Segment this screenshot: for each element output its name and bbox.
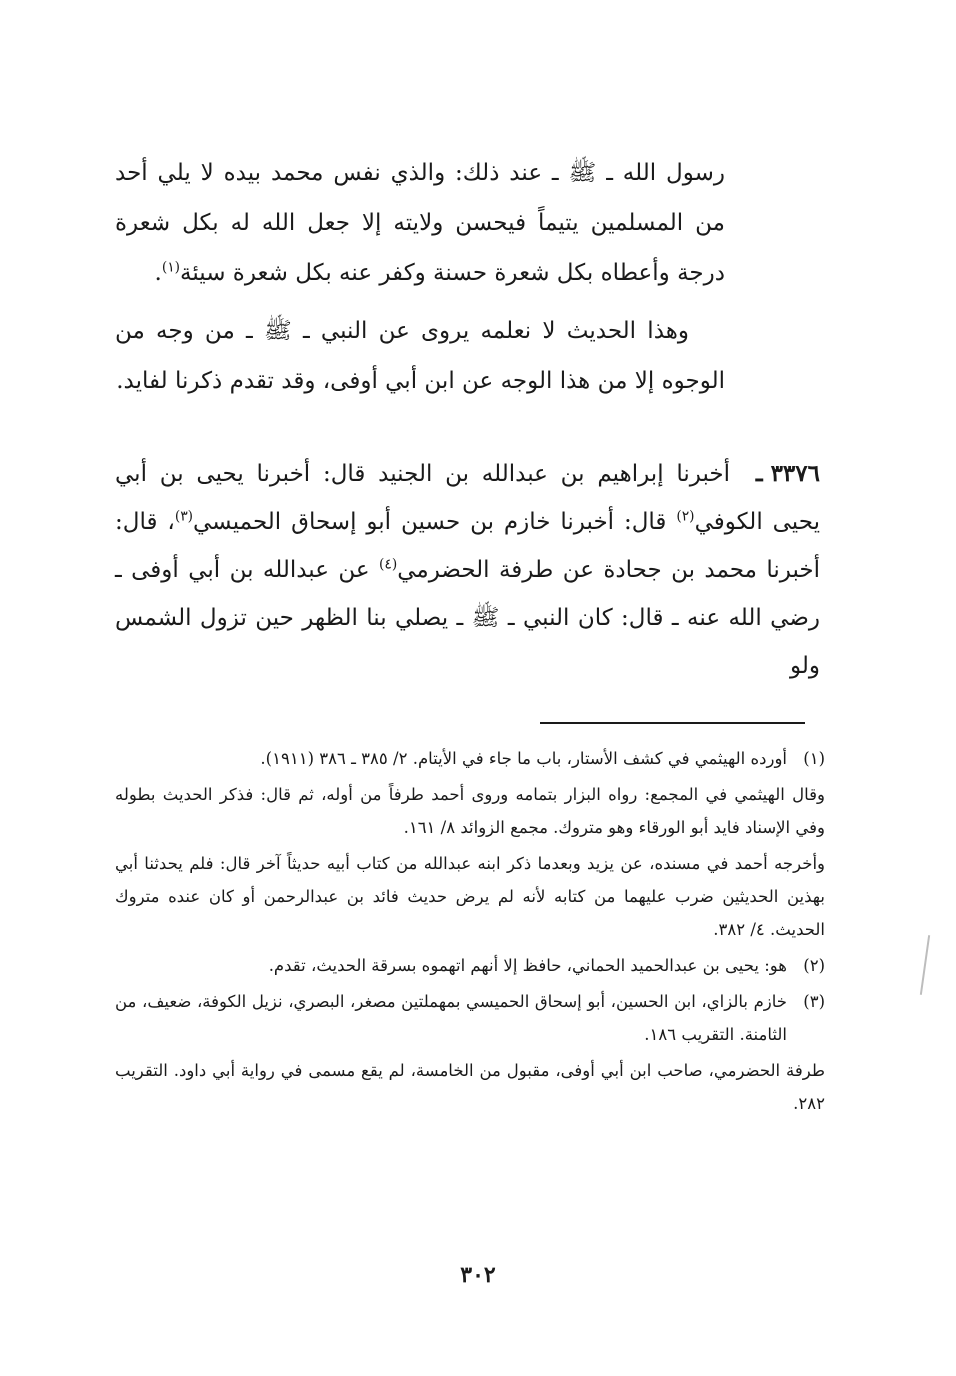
paragraph-1-text: رسول الله ـ ﷺ ـ عند ذلك: والذي نفس محمد بيده لا يلي أحد من المسلمين يتيماً فيحسن ولايته إلا جعل الله له بكل شعرة درجة وأعطاه بكل شعرة حسنة وكفر عنه بكل شعرة سيئة (115, 160, 725, 286)
footnote-1-number: (١) (803, 749, 825, 768)
footnote-ref-3[interactable]: (٣) (174, 508, 194, 525)
margin-mark (920, 935, 930, 995)
footnote-2 (115, 949, 825, 982)
hadith-text (115, 461, 820, 679)
footnote-separator (540, 722, 805, 724)
footnote-3-text: خازم بالزاي، ابن الحسين، أبو إسحاق الحميسي بمهملتين مصغر، البصري، نزيل الكوفة، ضعيف، من الثامنة. التقريب ١٨٦. (115, 992, 787, 1044)
footnote-ref-2[interactable]: (٢) (676, 508, 695, 525)
footnote-1-text-a: أورده الهيثمي في كشف الأستار، باب ما جاء في الأيتام. ٢/ ٣٨٥ ـ ٣٨٦ (١٩١١). (260, 749, 787, 768)
main-text (115, 148, 725, 406)
footnotes (115, 742, 825, 1123)
hadith-entry (115, 450, 820, 690)
footnote-2-text: هو: يحيى بن عبدالحميد الحماني، حافظ إلا أنهم اتهموه بسرقة الحديث، تقدم. (268, 956, 787, 975)
paragraph-2: وهذا الحديث لا نعلمه يروى عن النبي ـ ﷺ ـ من وجه من الوجوه إلا من هذا الوجه عن ابن أبي أوفى، وقد تقدم ذكرنا لفايد. (115, 318, 725, 394)
paragraph-1-end: . (154, 260, 162, 286)
paragraph-1 (115, 148, 725, 298)
hadith-number: ٣٣٧٦ ـ (755, 460, 820, 487)
hadith-part-1: أخبرنا إبراهيم بن عبدالله بن الجنيد قال: أخبرنا يحيى بن أبي يحيى الكوفي (115, 461, 820, 535)
footnote-1-continuation-b: وقال الهيثمي في المجمع: رواه البزار بتمامه وروى أحمد طرفاً من أوله، ثم قال: فذكر الحديث بطوله وفي الإسناد فايد أبو الورقاء وهو متروك. مجمع الزوائد ٨/ ١٦١. (115, 785, 825, 837)
footnote-3-number: (٣) (803, 992, 825, 1011)
hadith-part-4: عن عبدالله بن أبي أوفى ـ رضي الله عنه ـ قال: كان النبي ـ ﷺ ـ يصلي بنا الظهر حين تزول الشمس ولو (115, 557, 820, 679)
hadith-part-2: قال: أخبرنا خازم بن حسين أبو إسحاق الحميسي (193, 509, 677, 535)
hadith-part-3: ، قال: أخبرنا محمد بن جحادة عن طرفة الحضرمي (115, 509, 820, 583)
footnote-ref-4[interactable]: (٤) (379, 556, 398, 573)
footnote-1-continuation-c: وأخرجه أحمد في مسنده، عن يزيد وبعدما ذكر ابنه عبدالله من كتاب أبيه حديثاً آخر قال: فلم يحدثنا أبي بهذين الحديثين ضرب عليهما من كتابه لأنه لم يرض حديث فائد بن عبدالرحمن أو كان عنده متروك الحديث. ٤/ ٣٨٢. (115, 854, 825, 939)
footnote-1 (115, 742, 825, 775)
footnote-3 (115, 985, 825, 1051)
page-number: ٣٠٢ (460, 1262, 496, 1288)
footnote-ref-1[interactable]: (١) (161, 259, 181, 276)
footnote-2-number: (٢) (803, 956, 825, 975)
footnote-4: طرفة الحضرمي، صاحب ابن أبي أوفى، مقبول من الخامسة، لم يقع مسمى في رواية أبي داود. التقريب ٢٨٢. (115, 1061, 825, 1113)
